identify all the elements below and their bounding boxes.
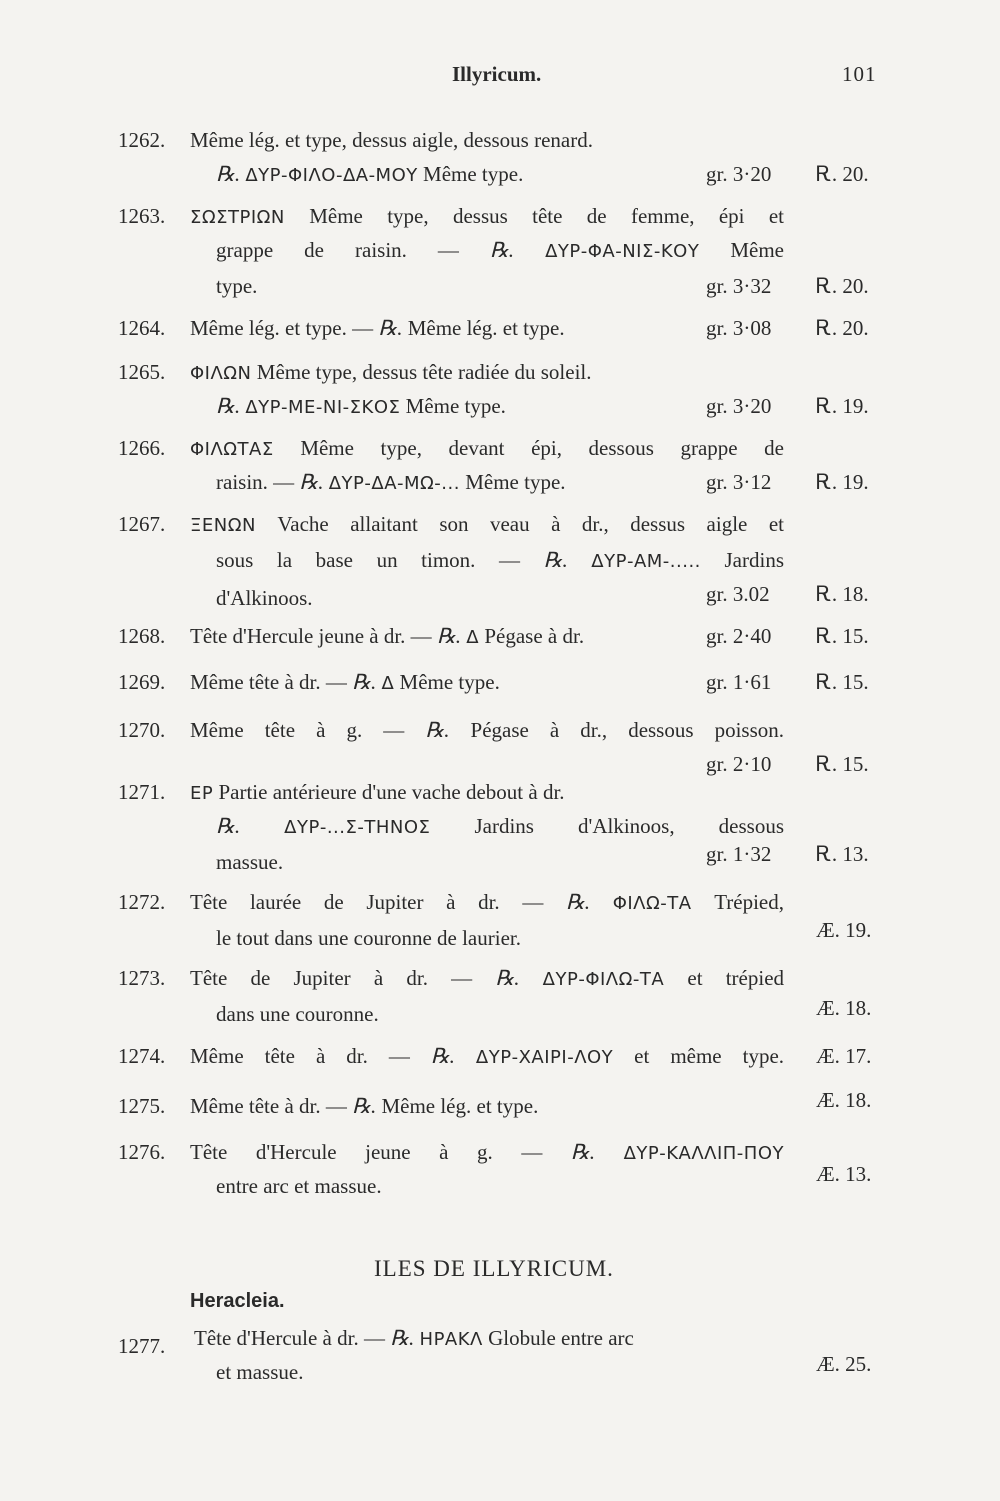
- metal-size: Æ. 18.: [816, 1088, 872, 1112]
- entry-text: Même type, dessus tête de femme, épi et: [309, 204, 785, 228]
- reverse-mark: ℞.: [390, 1326, 415, 1350]
- entry-number: 1269.: [118, 670, 166, 694]
- weight: gr. 1·61: [706, 670, 772, 694]
- reverse-mark: ℞.: [216, 814, 241, 838]
- greek-legend: ΞΕΝΩΝ: [190, 515, 256, 536]
- entry-text: dans une couronne.: [216, 1002, 379, 1026]
- greek-legend: Δ: [466, 627, 480, 648]
- entry-text: Même lég. et type.: [381, 1094, 539, 1118]
- metal-size: Ꭱ. 15.: [816, 752, 869, 776]
- weight: gr. 3·12: [706, 470, 772, 494]
- entry-description: [190, 624, 790, 649]
- reverse-mark: ℞.: [489, 238, 515, 262]
- reverse-mark: ℞.: [425, 718, 450, 742]
- weight: gr. 2·40: [706, 624, 772, 648]
- entry-text: Même lég. et type.: [407, 316, 565, 340]
- weight: gr. 1·32: [706, 842, 772, 866]
- entry-text: Même type.: [423, 162, 524, 186]
- entry-description: [190, 360, 790, 385]
- entry-text: Même lég. et type. —: [190, 316, 374, 340]
- metal-size: Ꭱ. 15.: [816, 624, 869, 648]
- entry-text: Tête de Jupiter à dr. —: [190, 966, 473, 990]
- section-title: ILES DE ILLYRICUM.: [374, 1256, 614, 1281]
- greek-legend: ΔΥΡ-ΦΙΛΩ-ΤΑ: [542, 969, 665, 990]
- entry-text: grappe de raisin. —: [216, 238, 459, 262]
- entry-reverse: [216, 814, 784, 839]
- entry-text: entre arc et massue.: [216, 1174, 382, 1198]
- metal-size: Ꭱ. 18.: [816, 582, 869, 606]
- entry-number: 1277.: [118, 1334, 166, 1358]
- greek-legend: ΔΥΡ-ΚΑΛΛΙΠ-ΠΟΥ: [623, 1143, 785, 1164]
- entry-text: Tête d'Hercule à dr. —: [194, 1326, 385, 1350]
- entry-text: Partie antérieure d'une vache debout à dr.: [218, 780, 565, 804]
- entry-description: [190, 1140, 784, 1165]
- entry-number: 1274.: [118, 1044, 166, 1068]
- entry-text: Même tête à g. —: [190, 718, 405, 742]
- weight: gr. 3·20: [706, 394, 772, 418]
- reverse-mark: ℞.: [378, 316, 403, 340]
- entry-text: Tête d'Hercule jeune à g. —: [190, 1140, 543, 1164]
- entry-number: 1266.: [118, 436, 166, 460]
- entry-number: 1264.: [118, 316, 166, 340]
- weight: gr. 2·10: [706, 752, 772, 776]
- entry-reverse: [216, 238, 784, 263]
- reverse-mark: ℞.: [352, 1094, 377, 1118]
- entry-number: 1273.: [118, 966, 166, 990]
- greek-legend: ΔΥΡ-...Σ-ΤΗΝΟΣ: [284, 817, 431, 838]
- greek-legend: ΣΩΣΤΡΙΩΝ: [190, 207, 285, 228]
- entry-text: Trépied,: [714, 890, 784, 914]
- entry-text: sous la base un timon. —: [216, 548, 521, 572]
- reverse-mark: ℞.: [352, 670, 377, 694]
- entry-number: 1276.: [118, 1140, 166, 1164]
- metal-size: Ꭱ. 13.: [816, 842, 869, 866]
- weight: gr. 3·32: [706, 274, 772, 298]
- greek-legend: ΕΡ: [190, 783, 214, 804]
- reverse-mark: ℞.: [570, 1140, 595, 1164]
- metal-size: Æ. 18.: [816, 996, 872, 1020]
- metal-size: Ꭱ. 20.: [816, 316, 869, 340]
- weight: gr. 3·20: [706, 162, 772, 186]
- entry-text: Pégase à dr., dessous poisson.: [470, 718, 785, 742]
- page-header: [0, 62, 1000, 96]
- entry-text: Même: [730, 238, 785, 262]
- entry-text: et trépied: [687, 966, 785, 990]
- entry-text: Même type.: [399, 670, 500, 694]
- entry-description: [190, 670, 790, 695]
- metal-size: Æ. 13.: [816, 1162, 872, 1186]
- page-number: 101: [842, 62, 877, 86]
- entry-number: 1270.: [118, 718, 166, 742]
- entry-text: Même tête à dr. —: [190, 670, 347, 694]
- entry-text: Jardins d'Alkinoos, dessous: [474, 814, 784, 838]
- entry-text: Même tête à dr. —: [190, 1094, 347, 1118]
- greek-legend: ΦΙΛΩ-ΤΑ: [612, 893, 692, 914]
- entry-description: [190, 890, 784, 915]
- entry-text: et même type.: [634, 1044, 785, 1068]
- reverse-mark: ℞.: [299, 470, 324, 494]
- entry-text: Même type, devant épi, dessous grappe de: [300, 436, 784, 460]
- entry-text: le tout dans une couronne de laurier.: [216, 926, 521, 950]
- entry-text: Même type.: [405, 394, 506, 418]
- entry-description: [194, 1326, 788, 1351]
- entry-text: Jardins: [724, 548, 784, 572]
- greek-legend: ΔΥΡ-ΧΑΙΡΙ-ΛΟΥ: [475, 1047, 614, 1068]
- entry-text: Tête d'Hercule jeune à dr. —: [190, 624, 432, 648]
- metal-size: Ꭱ. 15.: [816, 670, 869, 694]
- entry-text: type.: [216, 274, 258, 298]
- entry-number: 1271.: [118, 780, 166, 804]
- metal-size: Æ. 19.: [816, 918, 872, 942]
- weight: gr. 3·08: [706, 316, 772, 340]
- reverse-mark: ℞.: [495, 966, 520, 990]
- reverse-mark: ℞.: [543, 548, 568, 572]
- metal-size: Ꭱ. 20.: [816, 274, 869, 298]
- reverse-mark: ℞.: [216, 394, 241, 418]
- entry-description: [190, 512, 784, 537]
- greek-legend: ΗΡΑΚΛ: [419, 1329, 483, 1350]
- greek-legend: ΔΥΡ-ΦΙΛΟ-ΔΑ-ΜΟΥ: [245, 165, 418, 186]
- entry-description: [190, 1094, 790, 1119]
- weight: gr. 3.02: [706, 582, 770, 606]
- entry-text: Globule entre arc: [488, 1326, 634, 1350]
- reverse-mark: ℞.: [565, 890, 591, 914]
- entry-number: 1265.: [118, 360, 166, 384]
- entry-description: [190, 718, 784, 743]
- entry-description: Même lég. et type, dessus aigle, dessous renard.: [190, 128, 593, 152]
- greek-legend: ΔΥΡ-ΦΑ-ΝΙΣ-ΚΟΥ: [545, 241, 700, 262]
- metal-size: Ꭱ. 19.: [816, 470, 869, 494]
- greek-legend: ΔΥΡ-ΑΜ-.....: [591, 551, 701, 572]
- entry-number: 1272.: [118, 890, 166, 914]
- metal-size: Æ. 25.: [816, 1352, 872, 1376]
- entry-text: et massue.: [216, 1360, 304, 1384]
- entry-description: [190, 204, 784, 229]
- entry-description: [190, 436, 784, 461]
- greek-legend: ΦΙΛΩΝ: [190, 363, 252, 384]
- entry-description: [190, 1044, 784, 1069]
- entry-description: [190, 966, 784, 991]
- metal-size: Æ. 17.: [816, 1044, 872, 1068]
- reverse-mark: ℞.: [216, 162, 241, 186]
- greek-legend: ΦΙΛΩΤΑΣ: [190, 439, 274, 460]
- entry-text: Même tête à dr. —: [190, 1044, 410, 1068]
- entry-text: Même type.: [465, 470, 566, 494]
- reverse-mark: ℞.: [430, 1044, 455, 1068]
- entry-number: 1275.: [118, 1094, 166, 1118]
- running-title: Illyricum.: [452, 62, 542, 86]
- entry-text: Vache allaitant son veau à dr., dessus aigle et: [277, 512, 784, 536]
- metal-size: Ꭱ. 20.: [816, 162, 869, 186]
- metal-size: Ꭱ. 19.: [816, 394, 869, 418]
- entry-text: raisin. —: [216, 470, 295, 494]
- entry-reverse: [216, 548, 784, 573]
- greek-legend: Δ: [381, 673, 395, 694]
- entry-number: 1263.: [118, 204, 166, 228]
- entry-number: 1262.: [118, 128, 166, 152]
- greek-legend: ΔΥΡ-ΜΕ-ΝΙ-ΣΚΟΣ: [245, 397, 401, 418]
- entry-description: [190, 780, 790, 805]
- entry-text: Tête laurée de Jupiter à dr. —: [190, 890, 544, 914]
- entry-number: 1268.: [118, 624, 166, 648]
- entry-number: 1267.: [118, 512, 166, 536]
- entry-text: Pégase à dr.: [484, 624, 585, 648]
- entry-description: [190, 316, 790, 341]
- entry-text: d'Alkinoos.: [216, 586, 313, 610]
- reverse-mark: ℞.: [436, 624, 462, 648]
- entry-text: Même type, dessus tête radiée du soleil.: [256, 360, 592, 384]
- greek-legend: ΔΥΡ-ΔΑ-ΜΩ-...: [328, 473, 460, 494]
- subheading: Heracleia.: [190, 1290, 285, 1312]
- entry-text: massue.: [216, 850, 284, 874]
